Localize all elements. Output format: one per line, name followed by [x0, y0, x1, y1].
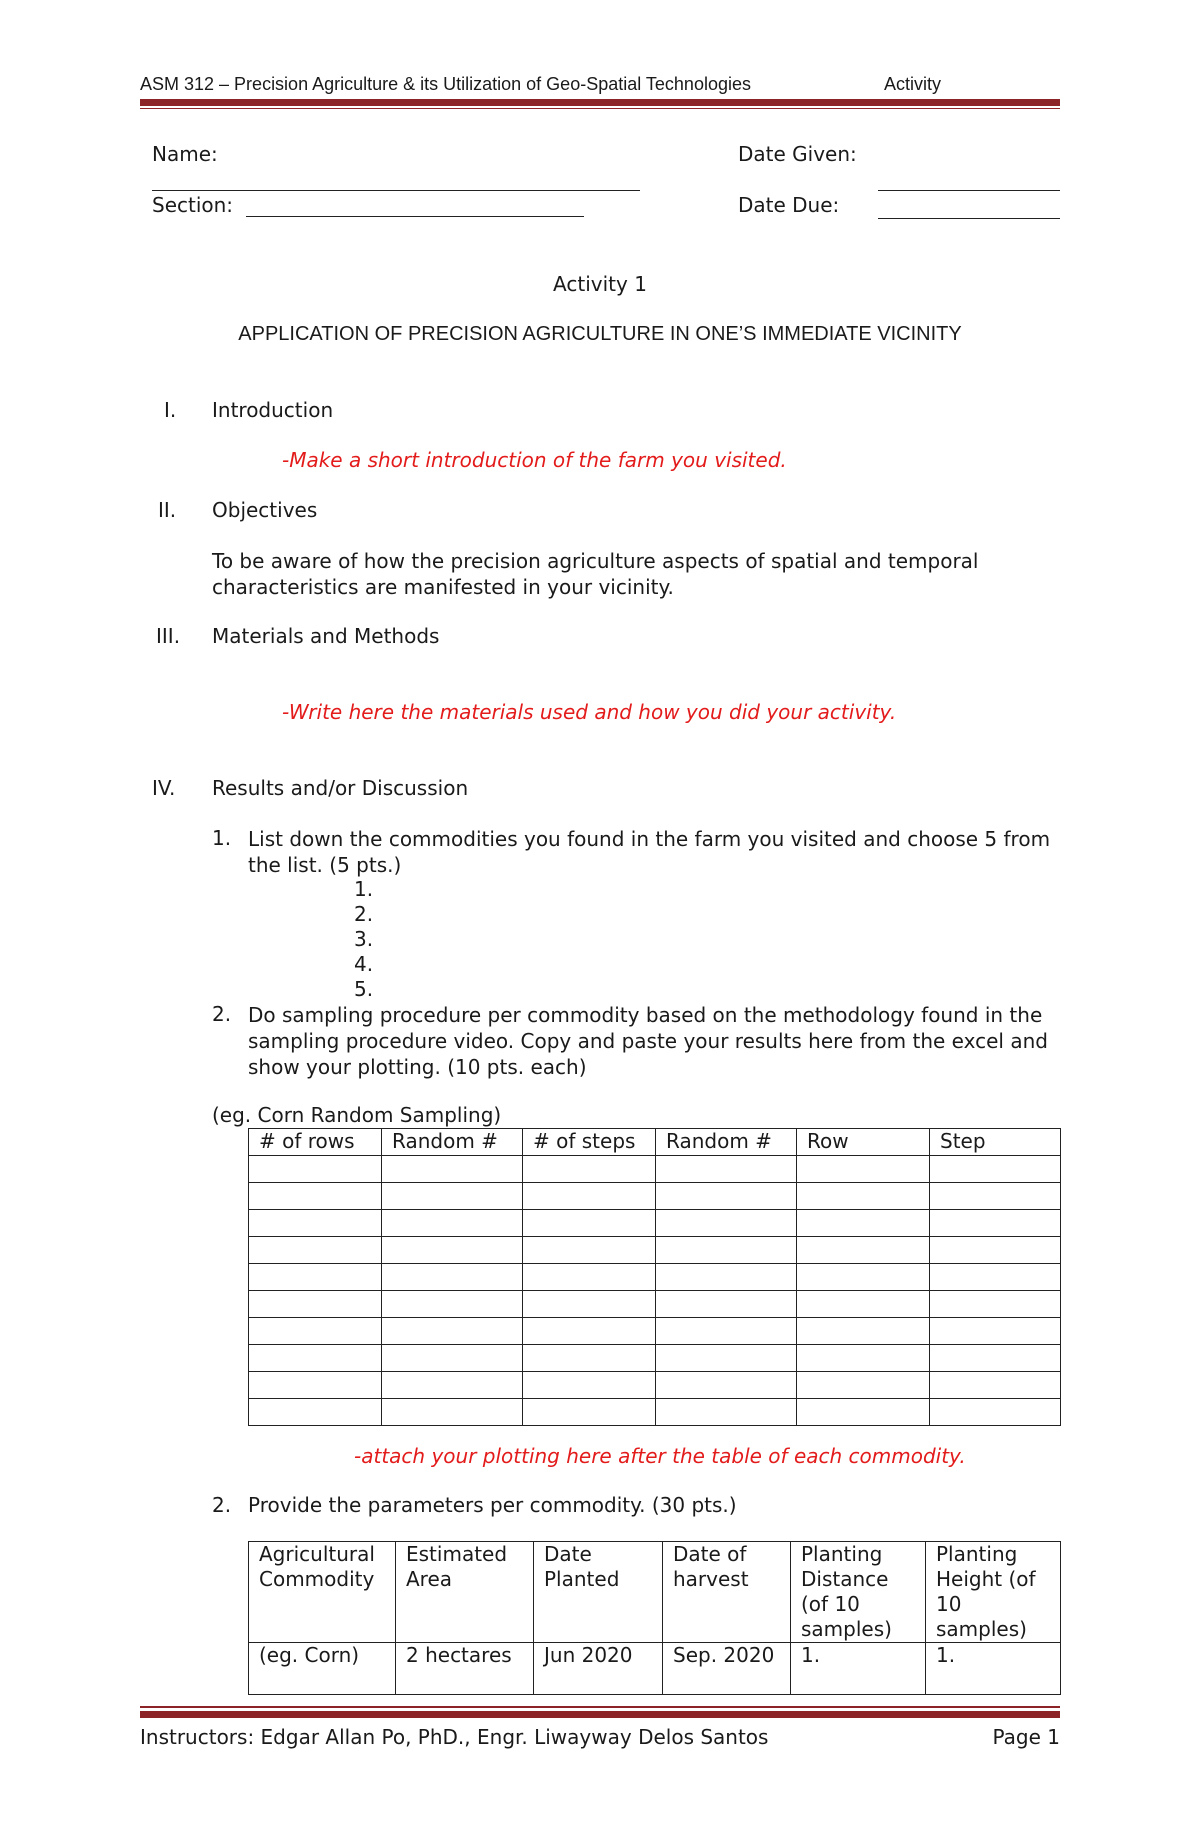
name-label: Name: — [152, 142, 218, 166]
objectives-text: To be aware of how the precision agriculture aspects of spatial and temporal characteristics are manifested in your vicinity. — [212, 549, 979, 599]
table-cell[interactable] — [930, 1156, 1061, 1183]
date-due-label: Date Due: — [738, 193, 840, 217]
table-cell[interactable] — [797, 1183, 930, 1210]
parameters-example-cell[interactable]: Jun 2020 — [534, 1643, 663, 1695]
section-label: Section: — [152, 193, 234, 217]
table-cell[interactable] — [382, 1264, 523, 1291]
table-row — [249, 1372, 1061, 1399]
activity-number: Activity 1 — [553, 272, 647, 296]
table-cell[interactable] — [523, 1399, 656, 1426]
table-cell[interactable] — [930, 1210, 1061, 1237]
table-cell[interactable] — [797, 1156, 930, 1183]
table-cell[interactable] — [382, 1156, 523, 1183]
results-item-3-text: Provide the parameters per commodity. (30 pts.) — [248, 1493, 737, 1517]
table-cell[interactable] — [930, 1291, 1061, 1318]
table-cell[interactable] — [249, 1183, 382, 1210]
table-cell[interactable] — [523, 1237, 656, 1264]
parameters-header-cell: Date of harvest — [663, 1542, 791, 1643]
table-cell[interactable] — [797, 1264, 930, 1291]
table-cell[interactable] — [523, 1183, 656, 1210]
table-cell[interactable] — [930, 1345, 1061, 1372]
table-cell[interactable] — [249, 1156, 382, 1183]
parameters-header-cell: Agricultural Commodity — [249, 1542, 396, 1643]
table-row — [249, 1183, 1061, 1210]
date-given-label: Date Given: — [738, 142, 857, 166]
table-cell[interactable] — [797, 1345, 930, 1372]
header-course-title: ASM 312 – Precision Agriculture & its Utilization of Geo-Spatial Technologies — [140, 74, 751, 94]
footer-page-number: Page 1 — [992, 1725, 1060, 1749]
table-cell[interactable] — [656, 1345, 797, 1372]
section-field-line[interactable] — [246, 216, 584, 217]
table-row — [249, 1399, 1061, 1426]
table-cell[interactable] — [382, 1372, 523, 1399]
table-cell[interactable] — [523, 1372, 656, 1399]
table-cell[interactable] — [523, 1291, 656, 1318]
table-row — [249, 1643, 1061, 1695]
table-cell[interactable] — [656, 1156, 797, 1183]
table-cell[interactable] — [523, 1156, 656, 1183]
date-due-field-line[interactable] — [878, 218, 1060, 219]
results-item-1-text: List down the commodities you found in the farm you visited and choose 5 from the list. (5 pts.) — [248, 827, 1051, 877]
table-cell[interactable] — [930, 1264, 1061, 1291]
parameters-example-cell[interactable]: 1. — [926, 1643, 1061, 1695]
table-cell[interactable] — [249, 1210, 382, 1237]
table-cell[interactable] — [930, 1183, 1061, 1210]
section-title-objectives: Objectives — [212, 498, 318, 522]
name-field-line[interactable] — [152, 190, 640, 191]
parameters-header-cell: Planting Height (of 10 samples) — [926, 1542, 1061, 1643]
plotting-instruction: -attach your plotting here after the table of each commodity. — [354, 1444, 966, 1468]
header-rule-thin — [140, 108, 1060, 109]
table-cell[interactable] — [656, 1183, 797, 1210]
sampling-table — [248, 1128, 1061, 1426]
table-row — [249, 1264, 1061, 1291]
table-row — [249, 1345, 1061, 1372]
table-cell[interactable] — [249, 1318, 382, 1345]
commodity-list-item: 1. — [354, 877, 374, 901]
table-cell[interactable] — [382, 1183, 523, 1210]
section-title-materials: Materials and Methods — [212, 624, 440, 648]
table-cell[interactable] — [930, 1372, 1061, 1399]
table-row — [249, 1291, 1061, 1318]
table-cell[interactable] — [930, 1318, 1061, 1345]
table-cell[interactable] — [797, 1372, 930, 1399]
sampling-header-cell: Row — [797, 1129, 930, 1156]
table-cell[interactable] — [249, 1372, 382, 1399]
sampling-header-cell: Random # — [656, 1129, 797, 1156]
header-activity-label: Activity — [884, 74, 942, 94]
table-cell[interactable] — [656, 1318, 797, 1345]
table-row — [249, 1318, 1061, 1345]
parameters-example-cell[interactable]: (eg. Corn) — [249, 1643, 396, 1695]
footer-rule-thin — [140, 1706, 1060, 1708]
table-cell[interactable] — [523, 1345, 656, 1372]
table-cell[interactable] — [382, 1291, 523, 1318]
footer-rule — [140, 1711, 1060, 1718]
section-num-objectives: II. — [158, 498, 177, 522]
table-cell[interactable] — [797, 1318, 930, 1345]
table-cell[interactable] — [523, 1264, 656, 1291]
commodity-list-item: 5. — [354, 977, 374, 1001]
table-row — [249, 1210, 1061, 1237]
table-cell[interactable] — [797, 1237, 930, 1264]
table-row — [249, 1237, 1061, 1264]
table-cell[interactable] — [249, 1237, 382, 1264]
sampling-header-cell: Random # — [382, 1129, 523, 1156]
activity-title: APPLICATION OF PRECISION AGRICULTURE IN ONE’S IMMEDIATE VICINITY — [238, 323, 962, 345]
results-item-1-num: 1. — [212, 826, 232, 850]
table-cell[interactable] — [382, 1345, 523, 1372]
table-cell[interactable] — [656, 1399, 797, 1426]
table-cell[interactable] — [930, 1399, 1061, 1426]
sampling-header-cell: # of rows — [249, 1129, 382, 1156]
section-num-results: IV. — [152, 776, 176, 800]
commodity-list-item: 2. — [354, 902, 374, 926]
table-cell[interactable] — [249, 1264, 382, 1291]
commodity-list-item: 3. — [354, 927, 374, 951]
table-cell[interactable] — [797, 1210, 930, 1237]
table-cell[interactable] — [656, 1210, 797, 1237]
sampling-header-cell: # of steps — [523, 1129, 656, 1156]
commodity-list-item: 4. — [354, 952, 374, 976]
results-item-2-text: Do sampling procedure per commodity based on the methodology found in the sampling procedure video. Copy and paste your results here from the excel and show your plotting. (10 pts. each) — [248, 1003, 1048, 1079]
parameters-header-cell: Estimated Area — [396, 1542, 534, 1643]
table-cell[interactable] — [382, 1237, 523, 1264]
parameters-example-cell[interactable]: Sep. 2020 — [663, 1643, 791, 1695]
table-cell[interactable] — [382, 1399, 523, 1426]
results-item-2-num: 2. — [212, 1002, 232, 1026]
table-cell[interactable] — [523, 1318, 656, 1345]
section-num-materials: III. — [156, 624, 181, 648]
parameters-example-cell[interactable]: 1. — [791, 1643, 926, 1695]
table-cell[interactable] — [249, 1399, 382, 1426]
parameters-header-cell: Planting Distance (of 10 samples) — [791, 1542, 926, 1643]
table-cell[interactable] — [797, 1291, 930, 1318]
table-row — [249, 1156, 1061, 1183]
table-cell[interactable] — [382, 1318, 523, 1345]
introduction-instruction: -Make a short introduction of the farm you visited. — [282, 448, 787, 472]
sampling-example-caption: (eg. Corn Random Sampling) — [212, 1103, 502, 1127]
parameters-example-cell[interactable]: 2 hectares — [396, 1643, 534, 1695]
table-cell[interactable] — [930, 1237, 1061, 1264]
section-title-introduction: Introduction — [212, 398, 334, 422]
table-cell[interactable] — [656, 1372, 797, 1399]
table-cell[interactable] — [797, 1399, 930, 1426]
parameters-header-row — [249, 1542, 1061, 1643]
parameters-header-cell: Date Planted — [534, 1542, 663, 1643]
table-cell[interactable] — [656, 1264, 797, 1291]
sampling-header-cell: Step — [930, 1129, 1061, 1156]
table-cell[interactable] — [249, 1345, 382, 1372]
footer-instructors: Instructors: Edgar Allan Po, PhD., Engr. Liwayway Delos Santos — [140, 1725, 769, 1749]
section-title-results: Results and/or Discussion — [212, 776, 469, 800]
section-num-introduction: I. — [164, 398, 177, 422]
table-cell[interactable] — [382, 1210, 523, 1237]
parameters-table — [248, 1541, 1061, 1695]
sampling-table-header-row — [249, 1129, 1061, 1156]
table-cell[interactable] — [656, 1237, 797, 1264]
results-item-3-num: 2. — [212, 1493, 232, 1517]
header-rule — [140, 99, 1060, 106]
table-cell[interactable] — [249, 1291, 382, 1318]
date-given-field-line[interactable] — [878, 190, 1060, 191]
table-cell[interactable] — [523, 1210, 656, 1237]
materials-instruction: -Write here the materials used and how you did your activity. — [282, 700, 897, 724]
table-cell[interactable] — [656, 1291, 797, 1318]
